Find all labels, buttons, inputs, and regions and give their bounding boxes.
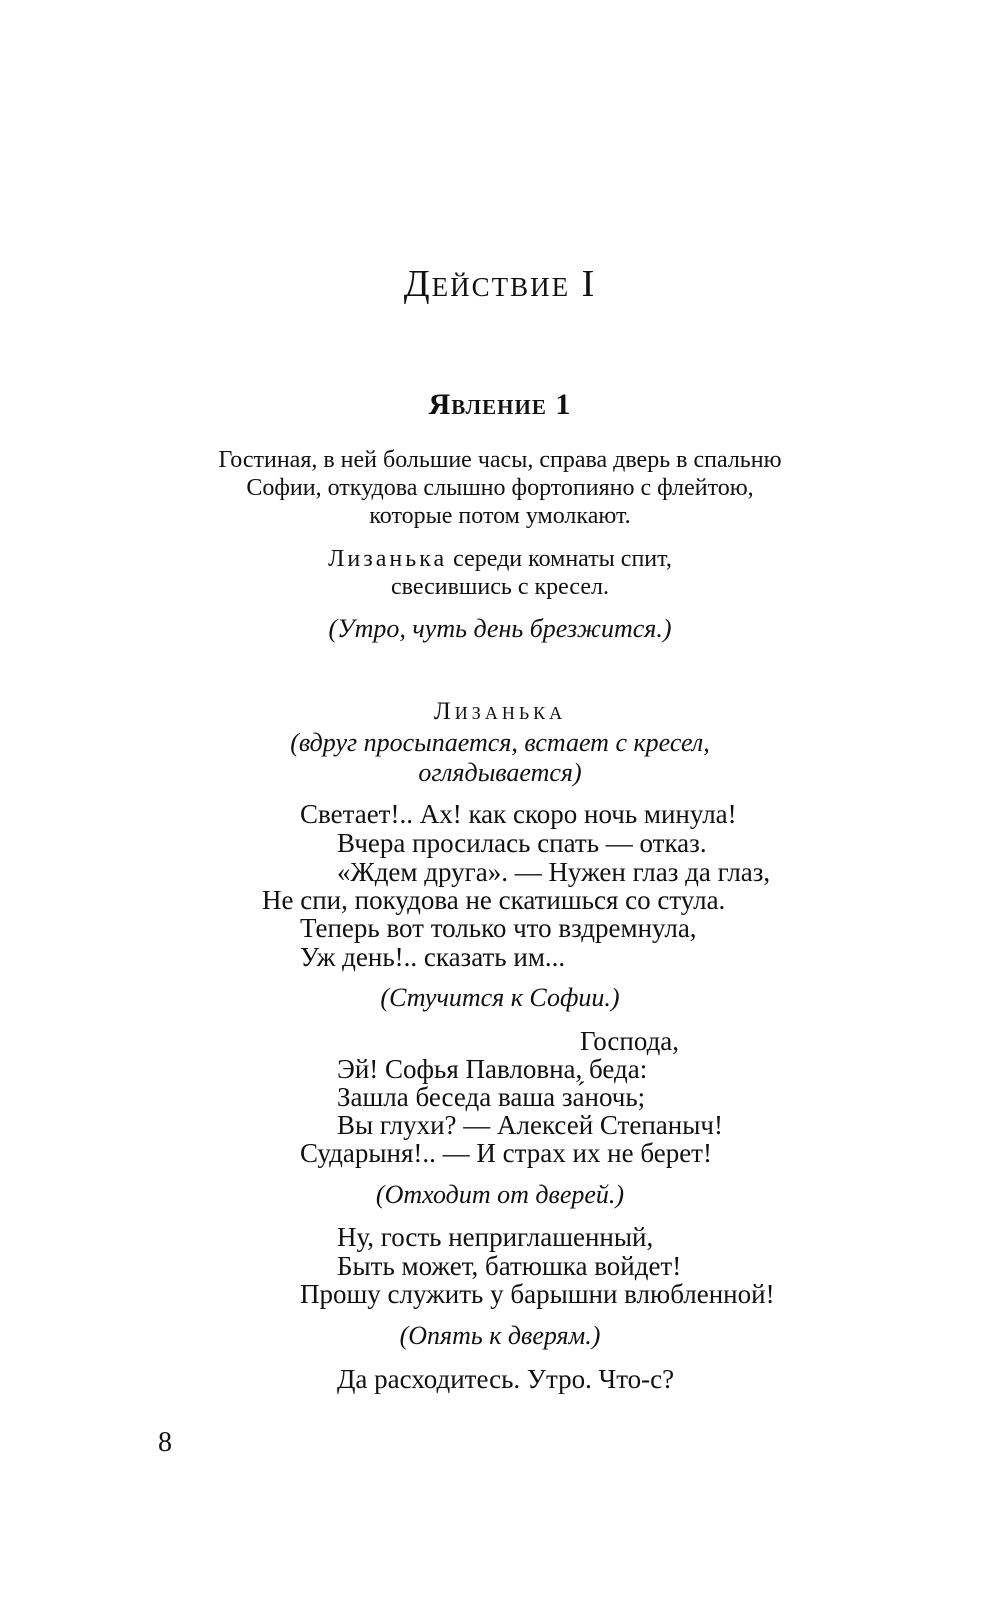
character-name: Лизанька [328, 546, 448, 572]
speaker-name: Лизанька [433, 698, 567, 725]
setting-line-5: свесившись с кресел. [391, 574, 609, 600]
setting-line-2: Софии, откудова слышно фортопияно с флейтою, [246, 475, 754, 501]
verse-line: Быть может, батюшка войдет! [337, 1251, 682, 1281]
verse-line: Вчера просилась спать — отказ. [337, 828, 707, 858]
verse-line: Господа, [580, 1026, 680, 1056]
verse-line: «Ждем друга». — Нужен глаз да глаз, [337, 857, 771, 887]
stage-direction: (Опять к дверям.) [399, 1321, 601, 1350]
stage-direction: (Утро, чуть день брезжится.) [328, 614, 672, 643]
speaker-direction-line-2: оглядывается) [418, 758, 582, 787]
setting-line-4 [0, 546, 1000, 573]
verse-line: Сударыня!.. — И страх их не берет! [300, 1138, 712, 1168]
verse-line: Прошу служить у барышни влюбленной! [300, 1279, 775, 1309]
verse-line: Да расходитесь. Утро. Что-с? [337, 1364, 675, 1394]
verse-line: Зашла беседа ваша за́ночь; [337, 1082, 646, 1112]
verse-line: Эй! Софья Павловна, беда: [337, 1054, 648, 1084]
verse-line: Теперь вот только что вздремнула, [300, 913, 697, 943]
verse-line: Светает!.. Ах! как скоро ночь минула! [300, 799, 737, 829]
page-number: 8 [158, 1427, 172, 1458]
verse-line: Не спи, покудова не скатишься со стула. [262, 885, 726, 915]
verse-line: Уж день!.. сказать им... [300, 942, 566, 972]
stage-direction: (Отходит от дверей.) [375, 1180, 625, 1209]
verse-line: Ну, гость неприглашенный, [337, 1222, 654, 1252]
act-title: Действие I [403, 263, 597, 305]
verse-line: Вы глухи? — Алексей Степаныч! [337, 1110, 723, 1140]
scene-title: Явление 1 [428, 388, 572, 421]
setting-line-3: которые потом умолкают. [369, 503, 631, 529]
setting-text: середи комнаты спит, [447, 546, 672, 572]
speaker-direction-line-1: (вдруг просыпается, встает с кресел, [290, 728, 710, 757]
stage-direction: (Стучится к Софии.) [380, 983, 620, 1012]
setting-line-1: Гостиная, в ней большие часы, справа дверь в спальню [218, 447, 782, 473]
